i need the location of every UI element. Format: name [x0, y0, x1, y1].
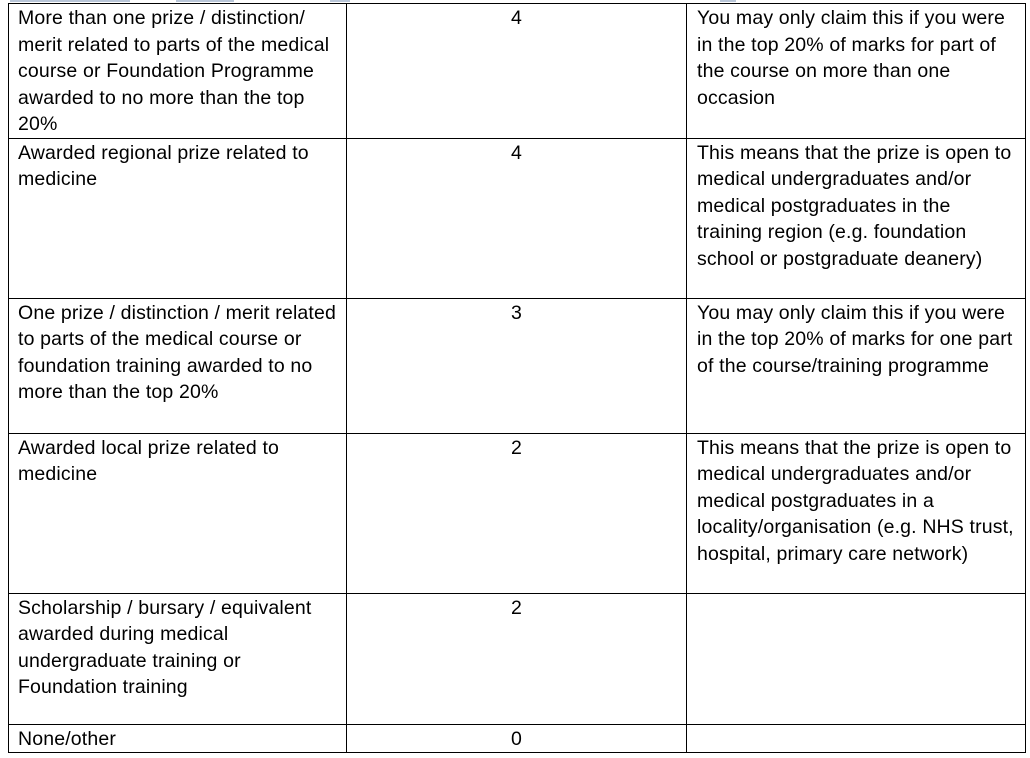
table-row	[9, 724, 1026, 753]
notes-cell	[687, 593, 1026, 724]
score-cell: 0	[347, 724, 687, 753]
criteria-cell: Awarded regional prize related to medicine	[9, 138, 347, 298]
score-cell: 4	[347, 138, 687, 298]
criteria-cell: One prize / distinction / merit related to parts of the medical course or foundation training awarded to no more than the top 20%	[9, 298, 347, 433]
score-cell: 4	[347, 4, 687, 139]
notes-cell: This means that the prize is open to medical undergraduates and/or medical postgraduates in a locality/organisation (e.g. NHS trust, hospital, primary care network)	[687, 433, 1026, 593]
score-cell: 3	[347, 298, 687, 433]
table-row	[9, 593, 1026, 724]
criteria-cell: Awarded local prize related to medicine	[9, 433, 347, 593]
score-cell: 2	[347, 593, 687, 724]
score-cell: 2	[347, 433, 687, 593]
table-row	[9, 138, 1026, 298]
notes-cell: You may only claim this if you were in the top 20% of marks for one part of the course/training programme	[687, 298, 1026, 433]
notes-cell: This means that the prize is open to medical undergraduates and/or medical postgraduates in the training region (e.g. foundation school or postgraduate deanery)	[687, 138, 1026, 298]
table-row	[9, 4, 1026, 139]
criteria-cell: More than one prize / distinction/ merit related to parts of the medical course or Foundation Programme awarded to no more than the top 20%	[9, 4, 347, 139]
notes-cell: You may only claim this if you were in the top 20% of marks for part of the course on more than one occasion	[687, 4, 1026, 139]
table-row	[9, 433, 1026, 593]
notes-cell	[687, 724, 1026, 753]
criteria-cell: None/other	[9, 724, 347, 753]
criteria-cell: Scholarship / bursary / equivalent awarded during medical undergraduate training or Foundation training	[9, 593, 347, 724]
table-row	[9, 298, 1026, 433]
prize-scoring-table	[8, 3, 1026, 753]
